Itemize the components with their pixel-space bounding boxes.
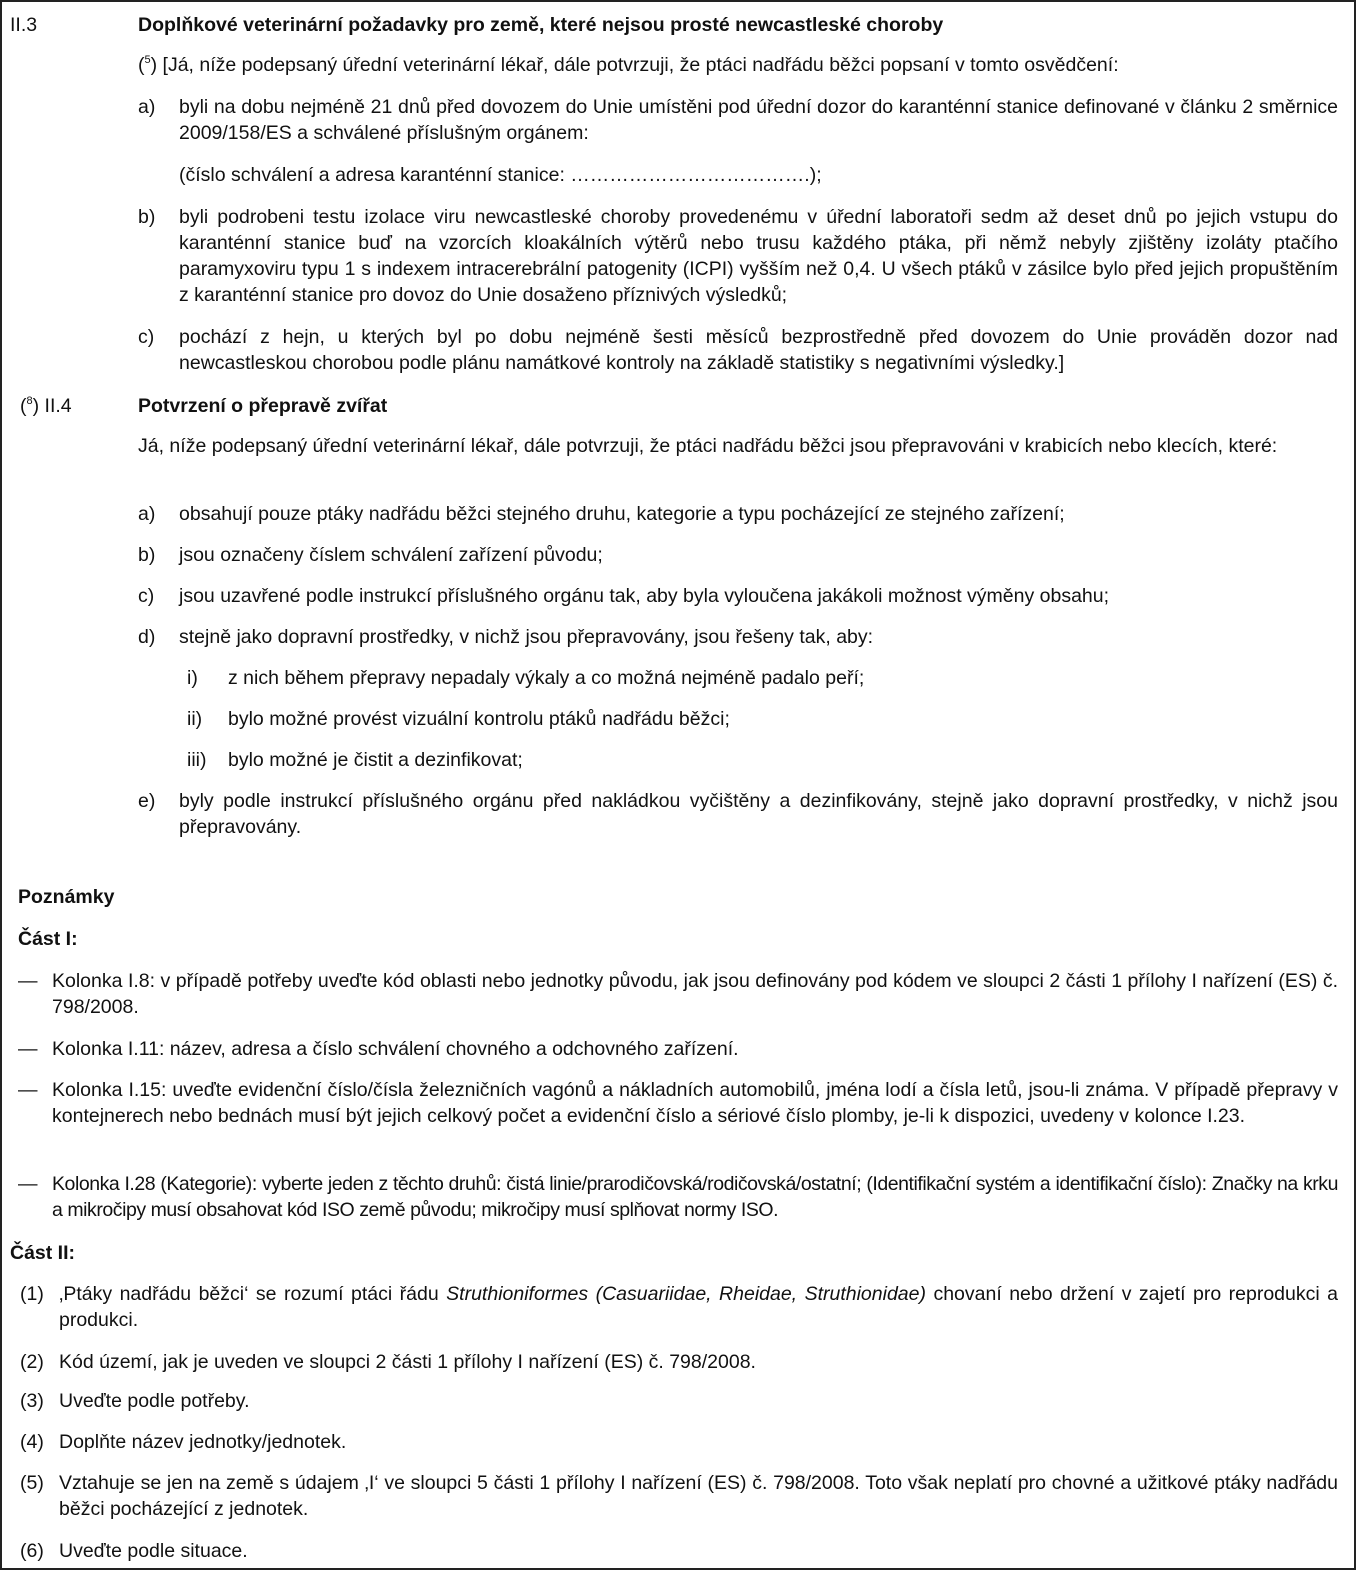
ii4-item-c-label: c) xyxy=(138,585,155,607)
quarantine-blank: ……………………………… xyxy=(570,164,805,186)
ii4-subitem-i-text: z nich během přepravy nepadaly výkaly a co možná nejméně padalo peří; xyxy=(228,667,865,689)
ii4-item-d-label: d) xyxy=(138,626,156,648)
ii4-subitem-ii-text: bylo možné provést vizuální kontrolu ptáků nadřádu běžci; xyxy=(228,708,730,730)
quarantine-prefix: (číslo schválení a adresa karanténní stanice: xyxy=(179,164,571,186)
ii3-item-c-text: pochází z hejn, u kterých byl po dobu nejméně šesti měsíců bezprostředně před dovozem do Unie prováděn dozor nad newcastleskou chorobou podle plánu namátkové kontroly na základě statistiky s negativními výsledky.] xyxy=(179,326,1338,374)
part2-note: Doplňte název jednotky/jednotek. xyxy=(59,1431,347,1453)
part2-note-1-italic: Struthioniformes (Casuariidae, Rheidae, Struthionidae) xyxy=(446,1283,926,1305)
part2-note: Uveďte podle potřeby. xyxy=(59,1390,250,1412)
part2-note-label: (1) xyxy=(20,1283,44,1305)
part1-note: Kolonka I.28 (Kategorie): vyberte jeden z těchto druhů: čistá linie/prarodičovská/rodičovská/ostatní; (Identifikační systém a identifikační číslo): Značky na krku a mikročipy musí obsahovat kód ISO země původu; mikročipy musí splňovat normy ISO. xyxy=(52,1173,1338,1221)
dash: — xyxy=(18,1173,38,1195)
section-ii3-title: Doplňkové veterinární požadavky pro země, které nejsou prosté newcastleské choroby xyxy=(138,14,944,36)
ii4-item-a-text: obsahují pouze ptáky nadřádu běžci stejného druhu, kategorie a typu pocházející ze stejného zařízení; xyxy=(179,503,1065,525)
notes-heading: Poznámky xyxy=(18,886,115,908)
ii3-item-b-text: byli podrobeni testu izolace viru newcastleské choroby provedenému v úřední laboratoři sedm až deset dnů po jejich vstupu do karanténní stanice buď na vzorcích kloakálních výtěrů nebo trusu každého ptáka, při němž nebyly zjištěny izoláty ptačího paramyxoviru typu 1 s indexem intracerebrální patogenity (ICPI) vyšším než 0,4. U všech ptáků v zásilce bylo před jejich propuštěním z karanténní stanice pro dovoz do Unie dosaženo příznivých výsledků; xyxy=(179,206,1338,306)
section-ii3-number: II.3 xyxy=(10,14,38,36)
part2-note-1-post: chovaní nebo držení v zajetí pro reprodukci a produkci. xyxy=(59,1283,1338,1331)
ii4-subitem-i-label: i) xyxy=(187,667,198,689)
dash: — xyxy=(18,1079,38,1101)
footnote-ref-8: 8 xyxy=(26,394,33,407)
quarantine-suffix: .); xyxy=(804,164,822,186)
part2-note: Vztahuje se jen na země s údajem ‚I‘ ve sloupci 5 části 1 přílohy I nařízení (ES) č. 798/2008. Toto však neplatí pro chovné a užitkové ptáky nadřádu běžci pocházející z jednotek. xyxy=(59,1472,1338,1520)
ii4-subitem-iii-text: bylo možné je čistit a dezinfikovat; xyxy=(228,749,523,771)
part2-note-label: (3) xyxy=(20,1390,44,1412)
ii4-subitem-iii-label: iii) xyxy=(187,749,207,771)
section-ii4-title: Potvrzení o přepravě zvířat xyxy=(138,395,388,417)
section-ii4-intro: Já, níže podepsaný úřední veterinární lékař, dále potvrzuji, že ptáci nadřádu běžci jsou přepravováni v krabicích nebo klecích, které: xyxy=(138,435,1278,457)
part2-note xyxy=(59,1281,1338,1333)
part2-note-label: (2) xyxy=(20,1351,44,1373)
part2-note-label: (5) xyxy=(20,1472,44,1494)
section-ii4-number-text: II.4 xyxy=(44,395,72,417)
footnote-ref-5: 5 xyxy=(144,53,151,66)
part1-note: Kolonka I.11: název, adresa a číslo schválení chovného a odchovného zařízení. xyxy=(52,1038,739,1060)
ii3-item-b-label: b) xyxy=(138,206,156,228)
part2-note-1-pre: ‚Ptáky nadřádu běžci‘ se rozumí ptáci řádu xyxy=(59,1283,447,1305)
part2-note: Uveďte podle situace. xyxy=(59,1540,248,1562)
part1-note: Kolonka I.8: v případě potřeby uveďte kód oblasti nebo jednotky původu, jak jsou definovány pod kódem ve sloupci 2 části 1 přílohy I nařízení (ES) č. 798/2008. xyxy=(52,970,1338,1018)
ii4-item-b-label: b) xyxy=(138,544,156,566)
part2-note-label: (4) xyxy=(20,1431,44,1453)
part1-note: Kolonka I.15: uveďte evidenční číslo/čísla železničních vagónů a nákladních automobilů, jména lodí a čísla letů, jsou-li známa. V případě přepravy v kontejnerech nebo bednách musí být jejich celkový počet a evidenční číslo a sériové číslo plomby, je-li k dispozici, uvedeny v kolonce I.23. xyxy=(52,1079,1338,1127)
dash: — xyxy=(18,1038,38,1060)
ii3-item-a-label: a) xyxy=(138,96,156,118)
dash: — xyxy=(18,970,38,992)
section-ii4-number: ($^8$) II.4 xyxy=(20,394,72,417)
ii4-item-a-label: a) xyxy=(138,503,156,525)
ii4-item-b-text: jsou označeny číslem schválení zařízení původu; xyxy=(179,544,603,566)
ii4-item-e-text: byly podle instrukcí příslušného orgánu před nakládkou vyčištěny a dezinfikovány, stejně jako dopravní prostředky, v nichž jsou přepravovány. xyxy=(179,790,1338,838)
quarantine-station-line xyxy=(179,162,822,188)
ii4-item-c-text: jsou uzavřené podle instrukcí příslušného orgánu tak, aby byla vyloučena jakákoli možnost výměny obsahu; xyxy=(179,585,1110,607)
part2-note: Kód území, jak je uveden ve sloupci 2 části 1 přílohy I nařízení (ES) č. 798/2008. xyxy=(59,1351,756,1373)
ii4-item-d-text: stejně jako dopravní prostředky, v nichž jsou přepravovány, jsou řešeny tak, aby: xyxy=(179,626,874,648)
section-ii3-intro-text: [Já, níže podepsaný úřední veterinární lékař, dále potvrzuji, že ptáci nadřádu běžci popsaní v tomto osvědčení: xyxy=(162,54,1119,76)
section-ii3-intro: ($^5$) [Já, níže podepsaný úřední veterinární lékař, dále potvrzuji, že ptáci nadřádu běžci popsaní v tomto osvědčení: xyxy=(138,53,1119,76)
notes-part1-heading: Část I: xyxy=(18,928,78,950)
ii3-item-a-text: byli na dobu nejméně 21 dnů před dovozem do Unie umístěni pod úřední dozor do karanténní stanice definované v článku 2 směrnice 2009/158/ES a schválené příslušným orgánem: xyxy=(179,96,1338,144)
notes-part2-heading: Část II: xyxy=(10,1242,76,1264)
ii4-subitem-ii-label: ii) xyxy=(187,708,203,730)
ii4-item-e-label: e) xyxy=(138,790,156,812)
part2-note-label: (6) xyxy=(20,1540,44,1562)
ii3-item-c-label: c) xyxy=(138,326,155,348)
